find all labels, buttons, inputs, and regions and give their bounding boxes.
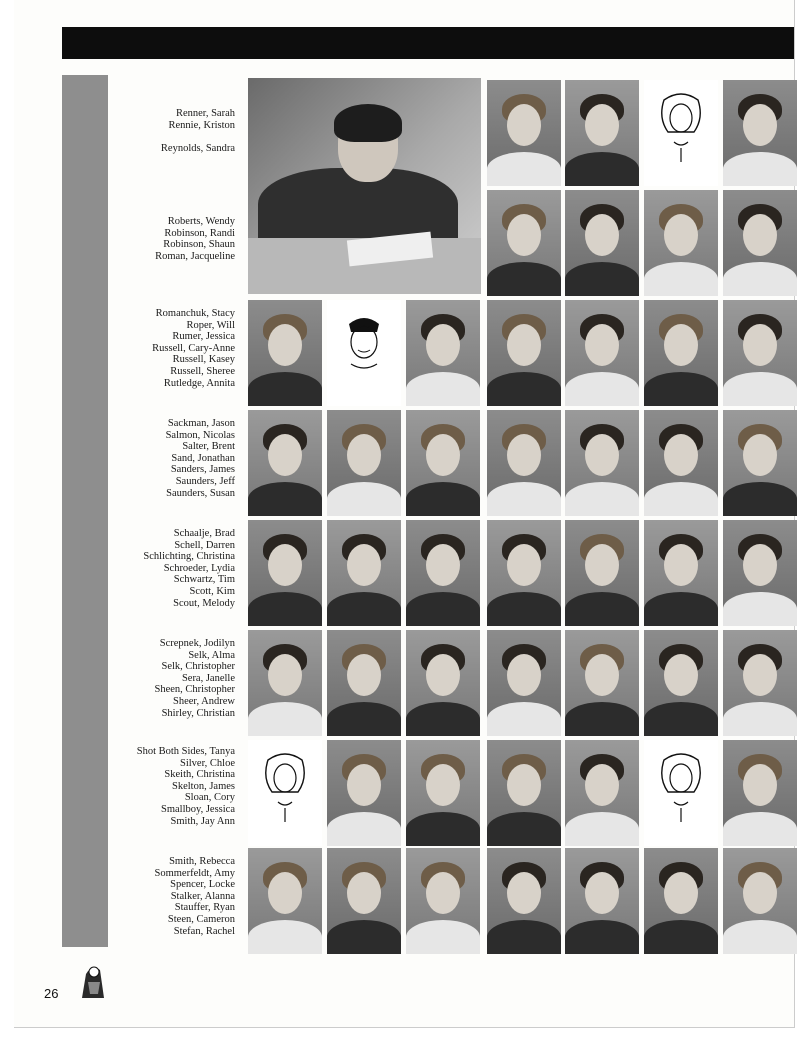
student-name: Renner, Sarah [175,108,235,119]
name-list-row-3 [152,308,235,389]
portrait-photo [406,630,480,736]
portrait-photo [565,190,639,296]
portrait-photo [565,80,639,186]
candid-photo-student-reading [248,78,481,294]
student-name: Selk, Christopher [161,661,235,673]
portrait-photo [487,848,561,954]
page-number: 26 [44,986,59,1001]
portrait-photo [644,848,718,954]
portrait-photo [723,410,797,516]
portrait-photo [565,740,639,846]
student-name: Saunders, Jeff [175,475,235,487]
portrait-photo [723,740,797,846]
name-list-row-5 [143,528,235,609]
student-name: Skelton, James [172,780,235,792]
name-list-row-6 [155,638,236,719]
portrait-photo [406,740,480,846]
student-name: Smith, Rebecca [169,856,235,867]
sketch-portrait-icon [258,748,312,828]
student-name: Saunders, Susan [166,487,235,499]
name-list-row-2 [155,216,235,262]
portrait-photo [406,300,480,406]
sketch-portrait-icon [654,88,708,168]
portrait-photo [406,520,480,626]
name-list-row-1 [161,108,235,154]
portrait-photo [565,410,639,516]
portrait-photo [487,520,561,626]
student-name: Roman, Jacqueline [155,250,235,262]
student-name: Schroeder, Lydia [163,562,235,574]
header-bar [62,27,794,59]
portrait-photo [248,410,322,516]
student-name: Stalker, Alanna [170,890,235,902]
student-name: Russell, Cary-Anne [152,342,235,354]
portrait-photo [327,848,401,954]
student-name: Shot Both Sides, Tanya [136,746,235,757]
portrait-photo [487,410,561,516]
no-photo-sketch-placeholder [327,300,401,406]
name-list-row-8 [155,856,236,937]
portrait-photo [644,300,718,406]
student-name: Selk, Alma [188,649,235,661]
candid-person-hair [334,104,402,142]
student-name: Rutledge, Annita [163,377,235,389]
sidebar-band [62,75,108,947]
student-name: Scott, Kim [189,585,235,597]
no-photo-sketch-placeholder [248,740,322,846]
portrait-photo [565,848,639,954]
student-name: Sheer, Andrew [173,695,235,707]
no-photo-sketch-placeholder [644,740,718,846]
student-name: Smallboy, Jessica [161,803,235,815]
portrait-photo [723,630,797,736]
student-name: Reynolds, Sandra [160,142,235,154]
student-name: Stauffer, Ryan [174,902,235,914]
portrait-photo [406,410,480,516]
no-photo-sketch-placeholder [644,80,718,186]
student-name: Shirley, Christian [161,707,235,719]
student-name: Scout, Melody [173,597,235,609]
portrait-photo [487,630,561,736]
student-name: Sackman, Jason [167,418,235,429]
portrait-photo [565,630,639,736]
student-name: Sommerfeldt, Amy [154,867,235,879]
student-name: Schaalje, Brad [173,528,235,539]
student-name: Sand, Jonathan [171,452,235,464]
portrait-photo [327,520,401,626]
portrait-photo [644,190,718,296]
student-name: Skeith, Christina [164,769,235,781]
portrait-photo [487,80,561,186]
portrait-photo [487,190,561,296]
student-name: Romanchuk, Stacy [155,308,235,319]
portrait-photo [248,848,322,954]
portrait-photo [248,300,322,406]
student-name: Spencer, Locke [170,879,235,891]
portrait-photo [487,740,561,846]
student-name: Salter, Brent [182,441,235,453]
student-name: Roberts, Wendy [167,216,235,227]
portrait-photo [327,410,401,516]
sketch-portrait-icon [337,308,391,388]
student-name: Russell, Sheree [170,365,235,377]
student-name [161,131,235,143]
portrait-photo [644,630,718,736]
portrait-photo [327,630,401,736]
student-name: Rumer, Jessica [172,331,235,343]
student-name: Sanders, James [170,464,235,476]
student-name: Robinson, Shaun [163,239,235,251]
portrait-photo [327,740,401,846]
portrait-photo [723,80,797,186]
name-list-row-4 [166,418,235,499]
portrait-photo [723,300,797,406]
mascot-icon [72,960,114,1007]
student-name: Russell, Kasey [172,354,235,366]
portrait-photo [248,630,322,736]
portrait-photo [565,300,639,406]
portrait-photo [565,520,639,626]
portrait-photo [248,520,322,626]
student-name: Schlichting, Christina [143,551,235,563]
portrait-photo [723,190,797,296]
student-name: Roper, Will [186,319,235,331]
student-name: Silver, Chloe [180,757,235,769]
student-name: Schell, Darren [174,539,235,551]
student-name: Stefan, Rachel [173,925,235,937]
portrait-photo [723,848,797,954]
student-name: Sera, Janelle [181,672,235,684]
student-name: Sheen, Christopher [154,684,235,696]
portrait-photo [644,410,718,516]
portrait-photo [487,300,561,406]
student-name: Smith, Jay Ann [170,815,235,827]
portrait-photo [644,520,718,626]
student-name: Salmon, Nicolas [165,429,235,441]
student-name: Sloan, Cory [184,792,235,804]
student-name: Schwartz, Tim [173,574,235,586]
sketch-portrait-icon [654,748,708,828]
portrait-photo [406,848,480,954]
name-list-row-7 [137,746,235,827]
student-name: Screpnek, Jodilyn [159,638,235,649]
student-name: Rennie, Kriston [168,119,235,131]
portrait-photo [723,520,797,626]
student-name: Steen, Cameron [167,913,235,925]
student-name: Robinson, Randi [164,227,235,239]
